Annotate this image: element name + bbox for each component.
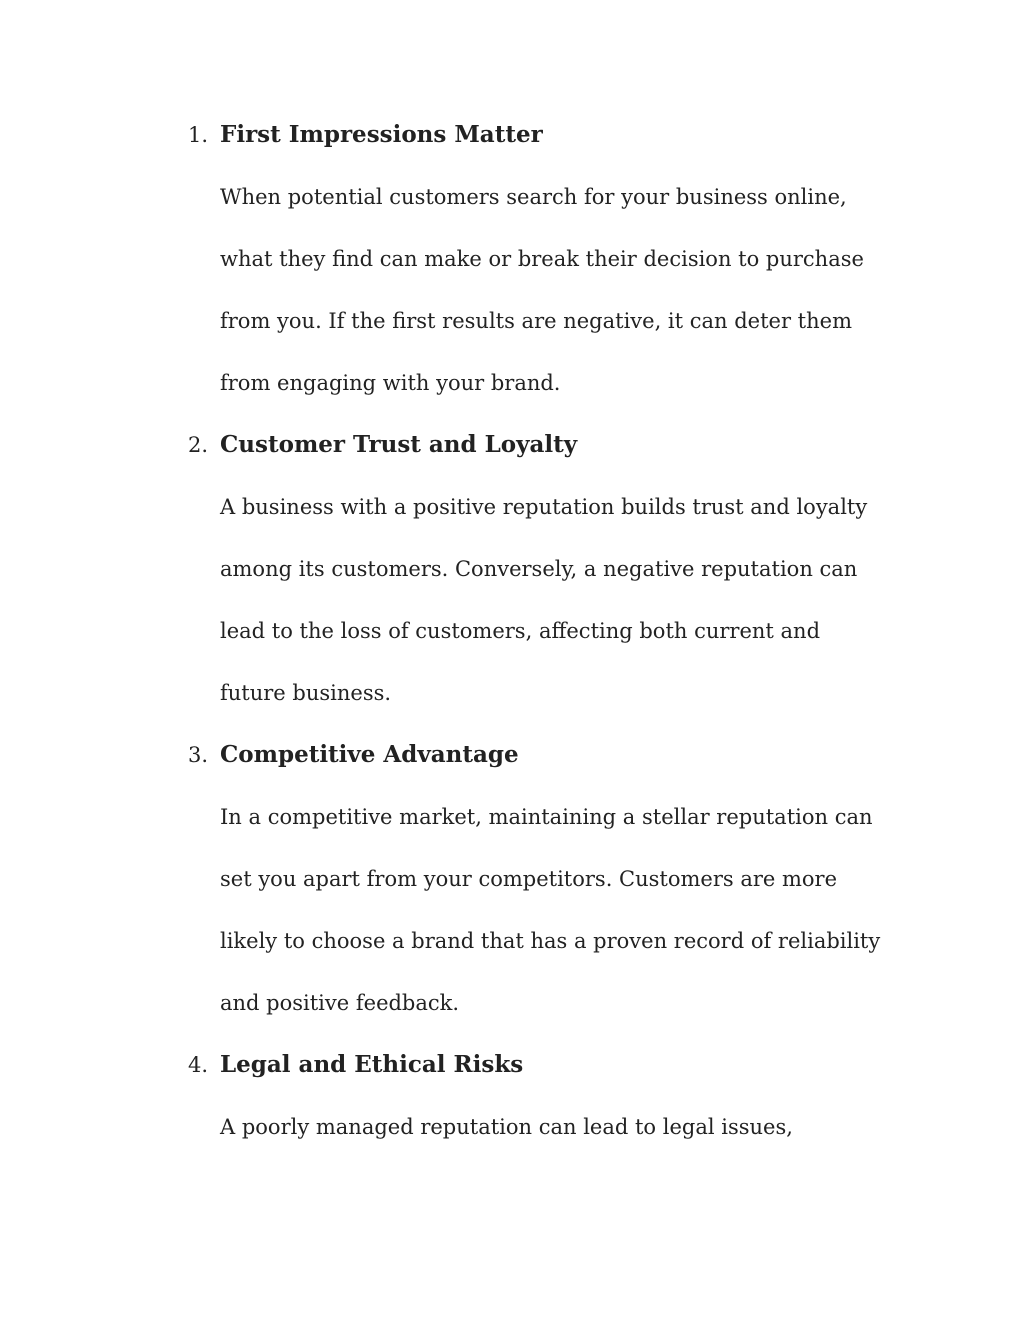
body-line: among its customers. Conversely, a negative reputation can (220, 557, 858, 581)
body-line: When potential customers search for your business online, (220, 185, 847, 209)
item-number: 3. (188, 743, 209, 767)
body-line: from engaging with your brand. (220, 371, 561, 395)
section-body (220, 175, 928, 423)
list-item-customer-trust (188, 423, 928, 733)
body-line: from you. If the first results are negative, it can deter them (220, 309, 852, 333)
item-number: 2. (188, 433, 209, 457)
list-item-first-impressions (188, 113, 928, 423)
list-item-legal-ethical (188, 1043, 928, 1167)
section-title: Legal and Ethical Risks (220, 1051, 524, 1078)
section-heading (188, 113, 928, 175)
section-body (220, 485, 928, 733)
body-line: future business. (220, 681, 392, 705)
body-line: A poorly managed reputation can lead to legal issues, (220, 1115, 793, 1139)
section-title: Competitive Advantage (220, 741, 519, 768)
body-line: A business with a positive reputation builds trust and loyalty (220, 495, 868, 519)
section-body (220, 795, 928, 1043)
body-line: and positive feedback. (220, 991, 460, 1015)
numbered-list (188, 113, 928, 1167)
body-line: set you apart from your competitors. Customers are more (220, 867, 838, 891)
section-heading (188, 423, 928, 485)
body-line: In a competitive market, maintaining a stellar reputation can (220, 805, 873, 829)
section-title: Customer Trust and Loyalty (220, 431, 578, 458)
body-line: what they find can make or break their decision to purchase (220, 247, 864, 271)
item-number: 4. (188, 1053, 209, 1077)
section-title: First Impressions Matter (220, 121, 543, 148)
section-body (220, 1105, 928, 1167)
body-line: lead to the loss of customers, affecting both current and (220, 619, 821, 643)
section-heading (188, 1043, 928, 1105)
body-line: likely to choose a brand that has a proven record of reliability (220, 929, 881, 953)
item-number: 1. (188, 123, 209, 147)
list-item-competitive-advantage (188, 733, 928, 1043)
section-heading (188, 733, 928, 795)
